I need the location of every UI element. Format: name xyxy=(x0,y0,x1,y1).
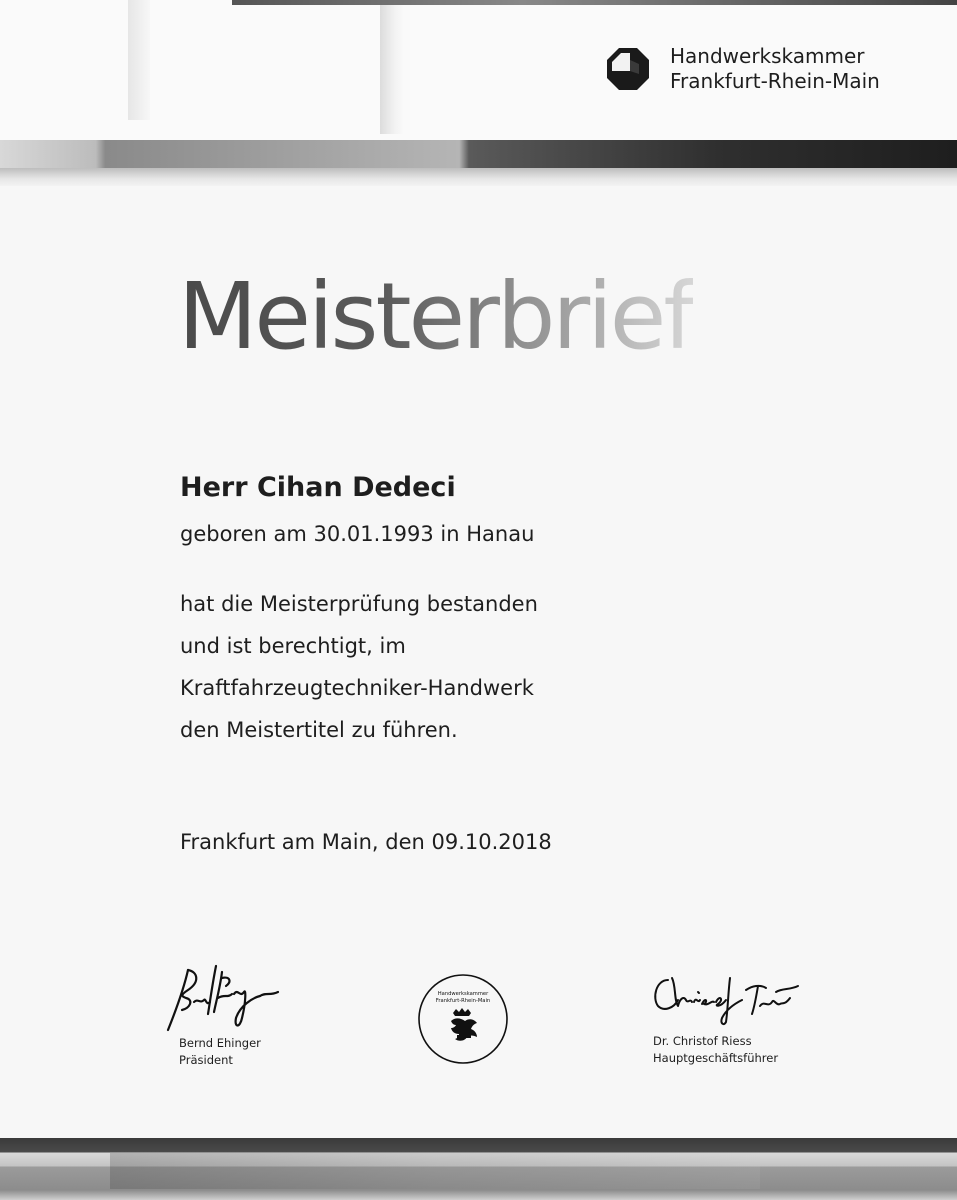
executive-role: Hauptgeschäftsführer xyxy=(653,1051,779,1065)
birth-line: geboren am 30.01.1993 in Hanau xyxy=(180,522,535,546)
place-date: Frankfurt am Main, den 09.10.2018 xyxy=(180,830,552,854)
scan-shadow xyxy=(128,0,150,120)
recipient-name: Herr Cihan Dedeci xyxy=(180,472,456,503)
organization-header xyxy=(606,44,880,94)
executive-signature xyxy=(648,968,808,1028)
decorative-band-bottom-shade xyxy=(110,1153,760,1189)
body-line: und ist berechtigt, im xyxy=(180,634,406,658)
organization-name-line1: Handwerkskammer xyxy=(670,44,865,68)
hwk-logo-icon xyxy=(606,47,650,91)
body-line: den Meistertitel zu führen. xyxy=(180,718,458,742)
document-title: Meisterbrief xyxy=(178,263,693,370)
lion-crest-icon xyxy=(451,1008,477,1041)
seal-line2: Frankfurt-Rhein-Main xyxy=(435,998,491,1004)
organization-name xyxy=(670,44,880,94)
body-line: Kraftfahrzeugtechniker-Handwerk xyxy=(180,676,534,700)
president-signature xyxy=(160,958,285,1038)
scan-edge xyxy=(232,0,957,5)
president-name: Bernd Ehinger xyxy=(179,1036,261,1050)
decorative-band-top-shadow xyxy=(0,168,957,186)
executive-name: Dr. Christof Riess xyxy=(653,1034,752,1048)
decorative-band-top xyxy=(0,140,957,168)
seal-line1: Handwerkskammer xyxy=(437,991,489,997)
body-line: hat die Meisterprüfung bestanden xyxy=(180,592,538,616)
chamber-seal xyxy=(417,973,509,1065)
president-role: Präsident xyxy=(179,1053,233,1067)
scan-shadow xyxy=(380,0,404,134)
organization-name-line2: Frankfurt-Rhein-Main xyxy=(670,69,880,93)
